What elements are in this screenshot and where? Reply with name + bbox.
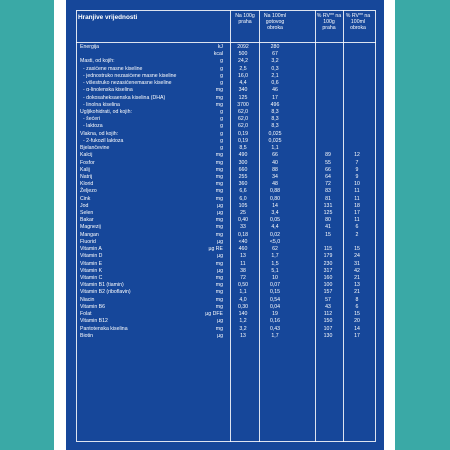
unit: mg (215, 195, 223, 202)
unit: mg (215, 166, 223, 173)
unit: mg (215, 173, 223, 180)
table-row (66, 289, 384, 296)
value-per-100g: 25 (240, 210, 246, 217)
value-per-100ml: 0,43 (269, 325, 281, 332)
value-per-100ml: 0,02 (269, 231, 281, 238)
value-per-100ml: 0,07 (269, 282, 281, 289)
value-per-100g: 2092 (237, 44, 249, 50)
unit: g (220, 80, 223, 87)
value-per-100ml: 8,3 (271, 116, 279, 123)
value-per-100g: 360 (238, 181, 248, 188)
rv-per-100ml: 17 (354, 210, 360, 217)
col-header-per-100ml-prepared: Na 100ml gotovog obroka (263, 13, 287, 31)
value-per-100g: 16,0 (237, 72, 249, 79)
nutrient-name: Ugljikohidrati, od kojih: (80, 108, 132, 115)
nutrient-name: - laktoza (83, 123, 103, 130)
table-row (66, 95, 384, 102)
value-per-100ml: 66 (272, 152, 278, 159)
value-per-100ml: 1,5 (271, 260, 279, 267)
nutrient-name: Vitamin B2 (riboflavin) (80, 289, 131, 296)
value-per-100g: 4,0 (239, 296, 247, 303)
value-per-100g: 0,50 (237, 282, 249, 289)
nutrient-name: Jod (80, 202, 89, 209)
value-per-100g: 3,2 (239, 325, 247, 332)
value-per-100g: 1,2 (239, 318, 247, 325)
rv-per-100g: 112 (323, 311, 333, 318)
value-per-100g: 13 (240, 332, 246, 339)
rv-per-100ml: 11 (354, 217, 360, 224)
value-per-100g: 72 (240, 275, 246, 281)
rv-per-100g: 317 (323, 267, 333, 274)
nutrient-name: Vlakna, od kojih: (80, 130, 119, 137)
rv-per-100g: 66 (325, 166, 331, 173)
unit: g (220, 137, 223, 144)
table-row (66, 160, 384, 167)
unit: mg (215, 181, 223, 188)
value-per-100ml: 1,1 (271, 145, 279, 152)
rv-per-100g: 115 (323, 246, 333, 253)
table-row (66, 246, 384, 253)
nutrient-name: Bakar (80, 217, 94, 224)
nutrient-name: - jednostruko nezasićene masne kiseline (83, 72, 177, 79)
rv-per-100ml: 2 (355, 231, 359, 238)
unit: kJ (217, 44, 223, 50)
table-row (66, 138, 384, 145)
nutrient-name: Vitamin B12 (80, 318, 108, 325)
nutrient-name: Mangan (80, 231, 99, 238)
unit: µg (217, 267, 223, 274)
rv-per-100ml: 11 (354, 188, 360, 195)
value-per-100g: 8,5 (239, 145, 247, 152)
unit: g (220, 123, 223, 130)
rv-per-100g: 125 (323, 210, 333, 217)
nutrient-name: Vitamin A (80, 246, 102, 253)
unit: mg (215, 217, 223, 224)
table-row (66, 66, 384, 73)
nutrient-name: - šećeri (83, 116, 101, 123)
value-per-100g: 140 (238, 311, 248, 318)
value-per-100ml: 280 (270, 44, 280, 50)
value-per-100ml: 1,7 (271, 253, 279, 260)
table-row (66, 109, 384, 116)
unit: mg (215, 275, 223, 281)
value-per-100ml: 8,3 (271, 108, 279, 115)
nutrient-name: - dokosaheksaenska kiselina (DHA) (83, 94, 166, 101)
table-row (66, 318, 384, 325)
rv-per-100g: 41 (325, 224, 331, 231)
rv-per-100g: 157 (323, 289, 333, 296)
rv-per-100ml: 9 (355, 173, 359, 180)
rv-per-100ml: 17 (354, 332, 360, 339)
value-per-100g: 105 (238, 202, 248, 209)
rv-per-100g: 160 (323, 275, 333, 281)
value-per-100g: <40 (238, 238, 248, 245)
rv-per-100ml: 11 (354, 195, 360, 202)
unit: mg (215, 94, 223, 101)
table-row (66, 131, 384, 138)
rv-per-100g: 81 (325, 195, 331, 202)
unit: µg (217, 210, 223, 217)
table-title: Hranjive vrijednosti (78, 14, 138, 21)
unit: mg (215, 159, 223, 166)
rv-per-100ml: 18 (354, 202, 360, 209)
nutrient-name: Masti, od kojih: (80, 58, 115, 65)
table-row (66, 58, 384, 65)
rv-per-100g: 150 (323, 318, 333, 325)
unit: mg (215, 325, 223, 332)
value-per-100g: 62,0 (237, 116, 249, 123)
unit: kcal (213, 51, 223, 58)
unit: µg (217, 238, 223, 245)
unit: mg (215, 296, 223, 303)
value-per-100g: 0,40 (237, 217, 249, 224)
table-row (66, 102, 384, 109)
col-header-rv-100g-powder: % RV** na 100g praha (316, 13, 342, 31)
value-per-100g: 0,19 (237, 137, 249, 144)
rv-per-100g: 107 (323, 325, 333, 332)
value-per-100ml: 0,6 (271, 80, 279, 87)
value-per-100g: 4,4 (239, 80, 247, 87)
table-body (66, 44, 384, 340)
table-row (66, 282, 384, 289)
rv-per-100ml: 12 (354, 152, 360, 159)
nutrient-name: - višestruko nezasićenemasne kiseline (83, 80, 172, 87)
nutrient-name: - 2-fukozil laktoza (83, 137, 124, 144)
unit: µg (217, 318, 223, 325)
unit: mg (215, 152, 223, 159)
table-row (66, 174, 384, 181)
value-per-100ml: 67 (272, 51, 278, 58)
unit: µg (217, 202, 223, 209)
table-row (66, 297, 384, 304)
unit: g (220, 116, 223, 123)
value-per-100ml: <5,0 (269, 238, 281, 245)
value-per-100ml: 5,1 (271, 267, 279, 274)
value-per-100g: 24,2 (237, 58, 249, 65)
table-row (66, 73, 384, 80)
table-row (66, 145, 384, 152)
value-per-100ml: 40 (272, 159, 278, 166)
value-per-100ml: 62 (272, 246, 278, 253)
unit: mg (215, 289, 223, 296)
value-per-100ml: 0,54 (269, 296, 281, 303)
value-per-100ml: 1,7 (271, 332, 279, 339)
value-per-100ml: 8,3 (271, 123, 279, 130)
rv-per-100g: 15 (325, 231, 331, 238)
table-row (66, 311, 384, 318)
table-row (66, 44, 384, 51)
unit: mg (215, 231, 223, 238)
nutrient-name: Vitamin K (80, 267, 103, 274)
table-row (66, 188, 384, 195)
nutrient-name: Kalcij (80, 152, 93, 159)
table-row (66, 196, 384, 203)
table-row (66, 326, 384, 333)
value-per-100g: 1,1 (239, 289, 247, 296)
rv-per-100g: 130 (323, 332, 333, 339)
nutrient-name: Biotin (80, 332, 93, 339)
rv-per-100ml: 13 (354, 282, 360, 289)
value-per-100ml: 3,4 (271, 210, 279, 217)
value-per-100g: 660 (238, 166, 248, 173)
rv-per-100g: 72 (325, 181, 331, 188)
header-divider (76, 42, 376, 43)
nutrient-name: Fluorid (80, 238, 96, 245)
table-row (66, 80, 384, 87)
nutrient-name: Kalij (80, 166, 90, 173)
value-per-100g: 125 (238, 94, 248, 101)
value-per-100ml: 0,05 (269, 217, 281, 224)
nutrient-name: Klorid (80, 181, 94, 188)
value-per-100g: 0,30 (237, 303, 249, 310)
value-per-100ml: 34 (272, 173, 278, 180)
unit: µg (217, 332, 223, 339)
table-row (66, 261, 384, 268)
rv-per-100ml: 31 (354, 260, 360, 267)
value-per-100ml: 4,4 (271, 224, 279, 231)
value-per-100g: 3700 (237, 101, 249, 108)
value-per-100g: 6,6 (239, 188, 247, 195)
value-per-100ml: 0,025 (268, 130, 282, 137)
table-row (66, 253, 384, 260)
rv-per-100ml: 14 (354, 325, 360, 332)
rv-per-100ml: 6 (355, 224, 359, 231)
nutrient-name: - linolna kiselina (83, 101, 120, 108)
rv-per-100g: 131 (323, 202, 333, 209)
table-row (66, 210, 384, 217)
nutrient-name: Vitamin C (80, 275, 103, 281)
table-row (66, 203, 384, 210)
value-per-100ml: 14 (272, 202, 278, 209)
value-per-100ml: 0,80 (269, 195, 281, 202)
table-row (66, 87, 384, 94)
table-row (66, 152, 384, 159)
rv-per-100ml: 8 (355, 296, 359, 303)
rv-per-100ml: 15 (354, 311, 360, 318)
value-per-100g: 0,18 (237, 231, 249, 238)
table-row (66, 217, 384, 224)
unit: mg (215, 188, 223, 195)
value-per-100ml: 0,3 (271, 65, 279, 72)
unit: g (220, 108, 223, 115)
value-per-100g: 38 (240, 267, 246, 274)
nutrient-name: Fosfor (80, 159, 95, 166)
value-per-100g: 0,19 (237, 130, 249, 137)
nutrient-name: Pantotenska kiselina (80, 325, 128, 332)
value-per-100g: 460 (238, 246, 248, 253)
rv-per-100ml: 24 (354, 253, 360, 260)
rv-per-100ml: 6 (355, 303, 359, 310)
nutrient-name: Folat (80, 311, 92, 318)
value-per-100ml: 0,025 (268, 137, 282, 144)
rv-per-100g: 55 (325, 159, 331, 166)
rv-per-100g: 89 (325, 152, 331, 159)
value-per-100g: 2,5 (239, 65, 247, 72)
rv-per-100g: 230 (323, 260, 333, 267)
value-per-100g: 62,0 (237, 123, 249, 130)
rv-per-100ml: 21 (354, 289, 360, 296)
unit: g (220, 145, 223, 152)
unit: µg RE (208, 246, 223, 253)
nutrient-name: Željezo (80, 188, 97, 195)
unit: µg (217, 253, 223, 260)
col-header-per-100g-powder: Na 100g praha (235, 13, 255, 25)
nutrient-name: Vitamin B6 (80, 303, 105, 310)
table-row (66, 275, 384, 282)
unit: g (220, 130, 223, 137)
rv-per-100g: 100 (323, 282, 333, 289)
unit: mg (215, 101, 223, 108)
rv-per-100ml: 21 (354, 275, 360, 281)
unit: mg (215, 224, 223, 231)
unit: mg (215, 303, 223, 310)
nutrient-name: Natrij (80, 173, 93, 180)
rv-per-100g: 57 (325, 296, 331, 303)
nutrient-name: Energija (80, 44, 100, 50)
nutrient-name: Niacin (80, 296, 95, 303)
value-per-100g: 500 (238, 51, 248, 58)
rv-per-100g: 80 (325, 217, 331, 224)
unit: g (220, 65, 223, 72)
value-per-100ml: 88 (272, 166, 278, 173)
value-per-100g: 13 (240, 253, 246, 260)
value-per-100ml: 46 (272, 87, 278, 94)
value-per-100ml: 19 (272, 311, 278, 318)
unit: g (220, 58, 223, 65)
table-row (66, 167, 384, 174)
value-per-100ml: 0,16 (269, 318, 281, 325)
unit: mg (215, 260, 223, 267)
value-per-100ml: 48 (272, 181, 278, 188)
rv-per-100ml: 9 (355, 166, 359, 173)
table-row (66, 123, 384, 130)
value-per-100g: 33 (240, 224, 246, 231)
nutrient-name: Cink (80, 195, 91, 202)
table-row (66, 224, 384, 231)
value-per-100ml: 10 (272, 275, 278, 281)
table-row (66, 181, 384, 188)
nutrient-name: Vitamin E (80, 260, 103, 267)
rv-per-100ml: 15 (354, 246, 360, 253)
rv-per-100g: 83 (325, 188, 331, 195)
value-per-100g: 11 (240, 260, 246, 267)
value-per-100ml: 0,15 (269, 289, 281, 296)
nutrient-name: Bjelančevine (80, 145, 110, 152)
table-row (66, 304, 384, 311)
value-per-100ml: 2,1 (271, 72, 279, 79)
value-per-100g: 6,0 (239, 195, 247, 202)
table-row (66, 268, 384, 275)
rv-per-100ml: 42 (354, 267, 360, 274)
nutrient-name: Vitamin B1 (tiamin) (80, 282, 124, 289)
value-per-100ml: 3,2 (271, 58, 279, 65)
table-row (66, 51, 384, 58)
value-per-100g: 340 (238, 87, 248, 94)
nutrient-name: - zasićene masne kiseline (83, 65, 143, 72)
table-row (66, 239, 384, 246)
value-per-100g: 255 (238, 173, 248, 180)
nutrient-name: Selen (80, 210, 94, 217)
nutrition-table (66, 0, 384, 450)
nutrient-name: Vitamin D (80, 253, 103, 260)
value-per-100ml: 0,88 (269, 188, 281, 195)
rv-per-100g: 179 (323, 253, 333, 260)
nutrient-name: Magnezij (80, 224, 101, 231)
unit: mg (215, 282, 223, 289)
rv-per-100g: 43 (325, 303, 331, 310)
value-per-100ml: 0,04 (269, 303, 281, 310)
table-row (66, 333, 384, 340)
table-row (66, 232, 384, 239)
table-row (66, 116, 384, 123)
rv-per-100ml: 7 (355, 159, 359, 166)
value-per-100ml: 496 (270, 101, 280, 108)
unit: mg (215, 87, 223, 94)
col-header-rv-100ml-prepared: % RV** na 100ml obroka (345, 13, 371, 31)
rv-per-100g: 64 (325, 173, 331, 180)
value-per-100g: 490 (238, 152, 248, 159)
rv-per-100ml: 10 (354, 181, 360, 188)
rv-per-100ml: 20 (354, 318, 360, 325)
value-per-100g: 300 (238, 159, 248, 166)
value-per-100g: 62,0 (237, 108, 249, 115)
unit: µg DFE (205, 311, 223, 318)
table-header (66, 8, 384, 42)
value-per-100ml: 17 (272, 94, 278, 101)
nutrient-name: - α-linolenska kiselina (83, 87, 133, 94)
unit: g (220, 72, 223, 79)
